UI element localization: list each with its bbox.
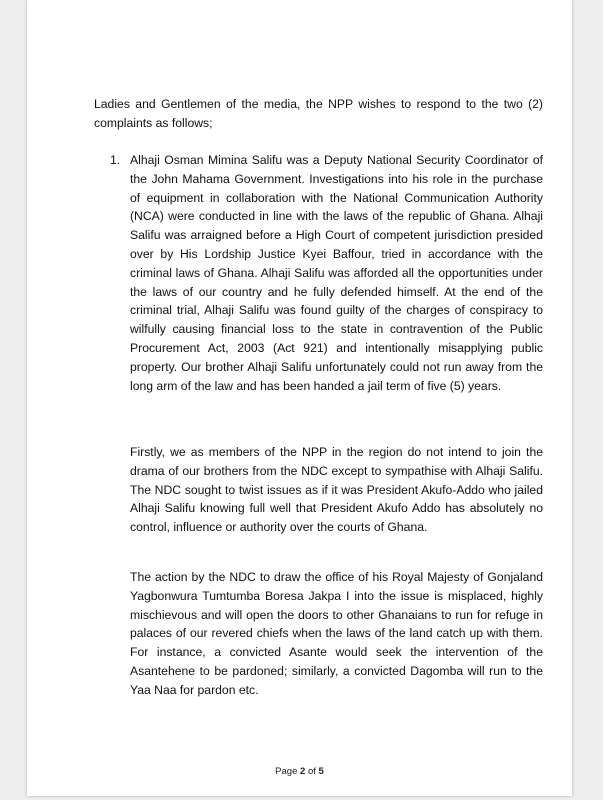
- paragraph-firstly: Firstly, we as members of the NPP in the region do not intend to join the drama of our brothers from the NDC except to sympathise with Alhaji Salifu. The NDC sought to twist issues as if it was President Akufo-Addo who jailed Alhaji Salifu knowing full well that President Akufo Addo has absolutely no control, influence or authority over the courts of Ghana.: [130, 445, 543, 535]
- list-item-body: Alhaji Osman Mimina Salifu was a Deputy National Security Coordinator of the John Mahama Government. Investigations into his role in the purchase of equipment in collaboration with the National Communication Authority (NCA) were conducted in line with the laws of the republic of Ghana. Alhaji Salifu was arraigned before a High Court of competent jurisdiction presided over by His Lordship Justice Kyei Baffour, tried in accordance with the criminal laws of Ghana. Alhaji Salifu was afforded all the opportunities under the laws of our country and he fully defended himself. At the end of the criminal trial, Alhaji Salifu was found guilty of the charges of conspiracy to wilfully causing financial loss to the state in contravention of the Public Procurement Act, 2003 (Act 921) and intentionally misapplying public property. Our brother Alhaji Salifu unfortunately could not run away from the long arm of the law and has been handed a jail term of five (5) years.: [130, 153, 543, 393]
- page-label: Page: [275, 766, 298, 777]
- of-label: of: [307, 766, 316, 777]
- page-footer: [27, 766, 572, 777]
- current-page-number: 2: [300, 766, 306, 777]
- list-item-number: 1.: [110, 153, 121, 167]
- document-page: [27, 0, 572, 796]
- total-pages-number: 5: [318, 766, 324, 777]
- paragraph-action: The action by the NDC to draw the office of his Royal Majesty of Gonjaland Yagbonwura Tumtumba Boresa Jakpa I into the issue is misplaced, highly mischievous and will open the doors to other Ghanaians to run for refuge in palaces of our revered chiefs when the laws of the land catch up with them. For instance, a convicted Asante would seek the intervention of the Asantehene to be pardoned; similarly, a convicted Dagomba will run to the Yaa Naa for pardon etc.: [130, 570, 543, 697]
- intro-paragraph: Ladies and Gentlemen of the media, the NPP wishes to respond to the two (2) complaints as follows;: [94, 97, 543, 130]
